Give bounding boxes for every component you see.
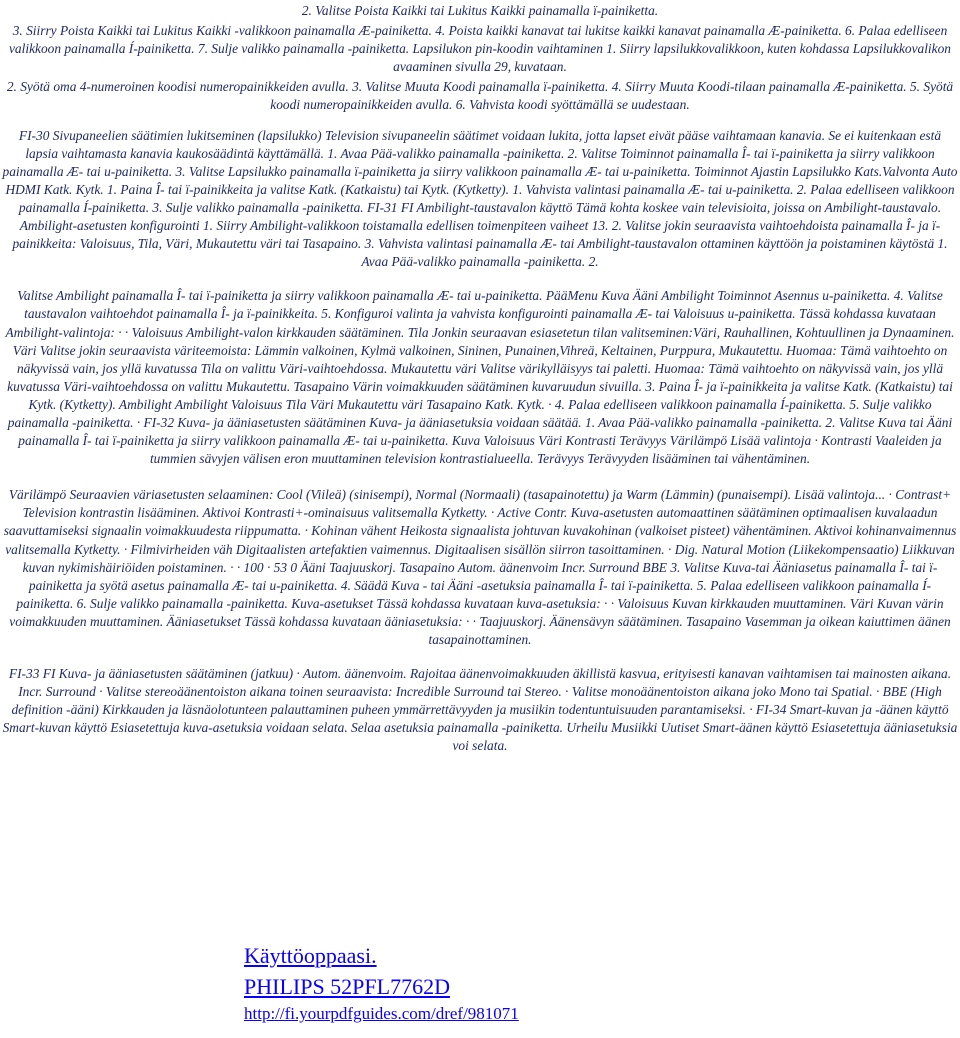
paragraph-2: 3. Siirry Poista Kaikki tai Lukitus Kaikki -valikkoon painamalla Æ-painiketta. 4. Poista kaikki kanavat tai lukitse kaikki kanavat painamalla Æ-painiketta. 6. Palaa edelliseen valikkoon painamalla Í-painiketta. 7. Sulje valikko painamalla -painiketta. Lapsilukon pin-koodin vaihtaminen 1. Siirry lapsilukkovalikkoon, kuten kohdassa Lapsilukkovalikon avaaminen sivulla 29, kuvataan.	[8, 23, 951, 75]
document-page	[2, 2, 958, 756]
source-url-link[interactable]: http://fi.yourpdfguides.com/dref/981071	[244, 1004, 519, 1023]
user-manual-link[interactable]: Käyttöoppaasi.	[244, 943, 377, 968]
paragraph-6: Värilämpö Seuraavien väriasetusten selaaminen: Cool (Viileä) (sinisempi), Normal (Normaali) (tasapainotettu) ja Warm (Lämmin) (punaisempi). Lisää valintoja... · Contrast+ Television kontrastin lisääminen. Aktivoi Kontrasti+-ominaisuus valitsemalla Kytketty. · Active Contr. Kuva-asetusten automaattinen säätäminen optimaalisen kuvalaadun saavuttamiseksi signaalin voimakkuudesta riippumatta. · Kohinan vähent Heikosta signaalista johtuvan kuvakohinan (valkoiset pisteet) vähentäminen. Aktivoi kohinanvaimennus valitsemalla Kytketty. · Filmivirheiden väh Digitaalisten artefaktien vaimennus. Digitaalisen sisällön siirron tasoittaminen. · Dig. Natural Motion (Liikekompensaatio) Liikkuvan kuvan nykimishäiriöiden poistaminen. · · 100 · 53 0 Ääni Taajuuskorj. Tasapaino Autom. äänenvoim Incr. Surround BBE 3. Valitse Kuva-tai Ääniasetus painamalla Î- tai ï-painiketta ja syötä asetus painamalla Æ- tai u-painiketta. 4. Säädä Kuva - tai Ääni -asetuksia painamalla Î- tai ï-painiketta. 5. Palaa edelliseen valikkoon painamalla Í-painiketta. 6. Sulje valikko painamalla -painiketta. Kuva-asetukset Tässä kohdassa kuvataan kuva-asetuksia: · · Valoisuus Kuvan kirkkauden muuttaminen. Väri Kuvan värin voimakkuuden muuttaminen. Ääniasetukset Tässä kohdassa kuvataan ääniasetuksia: · · Taajuuskorj. Äänensävyn säätäminen. Tasapaino Vasemman ja oikean kaiuttimen äänen tasapainottaminen.	[3, 487, 957, 647]
footer-links	[244, 940, 519, 1026]
paragraph-3: 2. Syötä oma 4-numeroinen koodisi numeropainikkeiden avulla. 3. Valitse Muuta Koodi painamalla ï-painiketta. 4. Siirry Muuta Koodi-tilaan painamalla Æ-painiketta. 5. Syötä koodi numeropainikkeiden avulla. 6. Vahvista koodi syöttämällä se uudestaan.	[6, 79, 954, 113]
paragraph-1: 2. Valitse Poista Kaikki tai Lukitus Kaikki painamalla ï-painiketta.	[301, 3, 659, 18]
paragraph-7: FI-33 FI Kuva- ja ääniasetusten säätäminen (jatkuu) · Autom. äänenvoim. Rajoitaa äänenvoimakkuuden äkillistä kasvua, erityisesti kanavan vaihtamisen tai mainosten aikana. Incr. Surround · Valitse stereoäänentoiston aikana toinen seuraavista: Incredible Surround tai Stereo. · Valitse monoäänentoiston aikana joko Mono tai Spatial. · BBE (High definition -ääni) Kirkkauden ja läsnäolotunteen palauttaminen puheen ymmärrettävyyden ja musiikin todentuntuisuuden parantamiseksi. · FI-34 Smart-kuvan ja -äänen käyttö Smart-kuvan käyttö Esiasetettuja kuva-asetuksia voidaan selata. Selaa asetuksia painamalla -painiketta. Urheilu Musiikki Uutiset Smart-äänen käyttö Esiasetettuja ääniasetuksia voi selata.	[2, 666, 958, 754]
product-link[interactable]: PHILIPS 52PFL7762D	[244, 974, 450, 999]
paragraph-5: Valitse Ambilight painamalla Î- tai ï-painiketta ja siirry valikkoon painamalla Æ- tai u-painiketta. PääMenu Kuva Ääni Ambilight Toiminnot Asennus u-painiketta. 4. Valitse taustavalon vaihtoehdot painamalla Î- ja ï-painikkeita. 5. Konfiguroi valinta ja vahvista konfigurointi painamalla Æ- tai Valoisuus u-painiketta. Tässä kohdassa kuvataan Ambilight-valintoja: · · Valoisuus Ambilight-valon kirkkauden säätäminen. Tila Jonkin seuraavan esiasetetun tilan valitseminen:Väri, Rauhallinen, Kohtuullinen ja Dynaaminen. Väri Valitse jokin seuraavista väriteemoista: Lämmin valkoinen, Kylmä valkoinen, Sininen, Punainen,Vihreä, Keltainen, Purppura, Mukautettu. Huomaa: Tämä vaihtoehto on näkyvissä vain, jos yllä kuvatussa Tila on valittu Väri-vaihtoehdossa. Mukautettu väri Valitse värikylläisyys tai paletti. Huomaa: Tämä vaihtoehto on näkyvissä vain, jos yllä kuvatussa Väri-vaihtoehdossa on valittu Mukautettu. Tasapaino Värin voimakkuuden säätäminen kuvaruudun sivuilla. 3. Paina Î- ja ï-painikkeita ja valitse Katk. (Katkaistu) tai Kytk. (Kytketty). Ambilight Ambilight Valoisuus Tila Väri Mukautettu väri Tasapaino Katk. Kytk. · 4. Palaa edelliseen valikkoon painamalla Í-painiketta. 5. Sulje valikko painamalla -painiketta. · FI-32 Kuva- ja ääniasetusten säätäminen Kuva- ja ääniasetuksia voidaan säätää. 1. Avaa Pää-valikko painamalla -painiketta. 2. Valitse Kuva tai Ääni painamalla Î- tai ï-painiketta ja siirry valikkoon painamalla Æ- tai u-painiketta. Kuva Valoisuus Väri Kontrasti Terävyys Värilämpö Lisää valintoja · Kontrasti Vaaleiden ja tummien sävyjen välisen eron muuttaminen television kontrastialueella. Terävyys Terävyyden lisääminen tai vähentäminen.	[5, 288, 955, 467]
paragraph-4: FI-30 Sivupaneelien säätimien lukitseminen (lapsilukko) Television sivupaneelin säätimet voidaan lukita, jotta lapset eivät pääse vaihtamaan kanavia. Se ei kuitenkaan estä lapsia vaihtamasta kanavia kaukosäädintä käyttämällä. 1. Avaa Pää-valikko painamalla -painiketta. 2. Valitse Toiminnot painamalla Î- tai ï-painiketta ja siirry valikkoon painamalla Æ- tai u-painiketta. 3. Valitse Lapsilukko painamalla ï-painiketta ja siirry valikkoon painamalla Æ- tai u-painiketta. Toiminnot Ajastin Lapsilukko Kats.Valvonta Auto HDMI Katk. Kytk. 1. Paina Î- tai ï-painikkeita ja valitse Katk. (Katkaistu) tai Kytk. (Kytketty). 1. Vahvista valintasi painamalla Æ- tai u-painiketta. 2. Palaa edelliseen valikkoon painamalla Í-painiketta. 3. Sulje valikko painamalla -painiketta. FI-31 FI Ambilight-taustavalon käyttö Tämä kohta koskee vain televisioita, joissa on Ambilight-taustavalo. Ambilight-asetusten konfigurointi 1. Siirry Ambilight-valikkoon toistamalla edellisen toimenpiteen vaiheet 13. 2. Valitse jokin seuraavista vaihtoehdoista painamalla Î- ja ï-painikkeita: Valoisuus, Tila, Väri, Mukautettu väri tai Tasapaino. 3. Vahvista valintasi painamalla Æ- tai Ambilight-taustavalon ottaminen käyttöön ja poistaminen käytöstä 1. Avaa Pää-valikko painamalla -painiketta. 2.	[2, 127, 958, 270]
